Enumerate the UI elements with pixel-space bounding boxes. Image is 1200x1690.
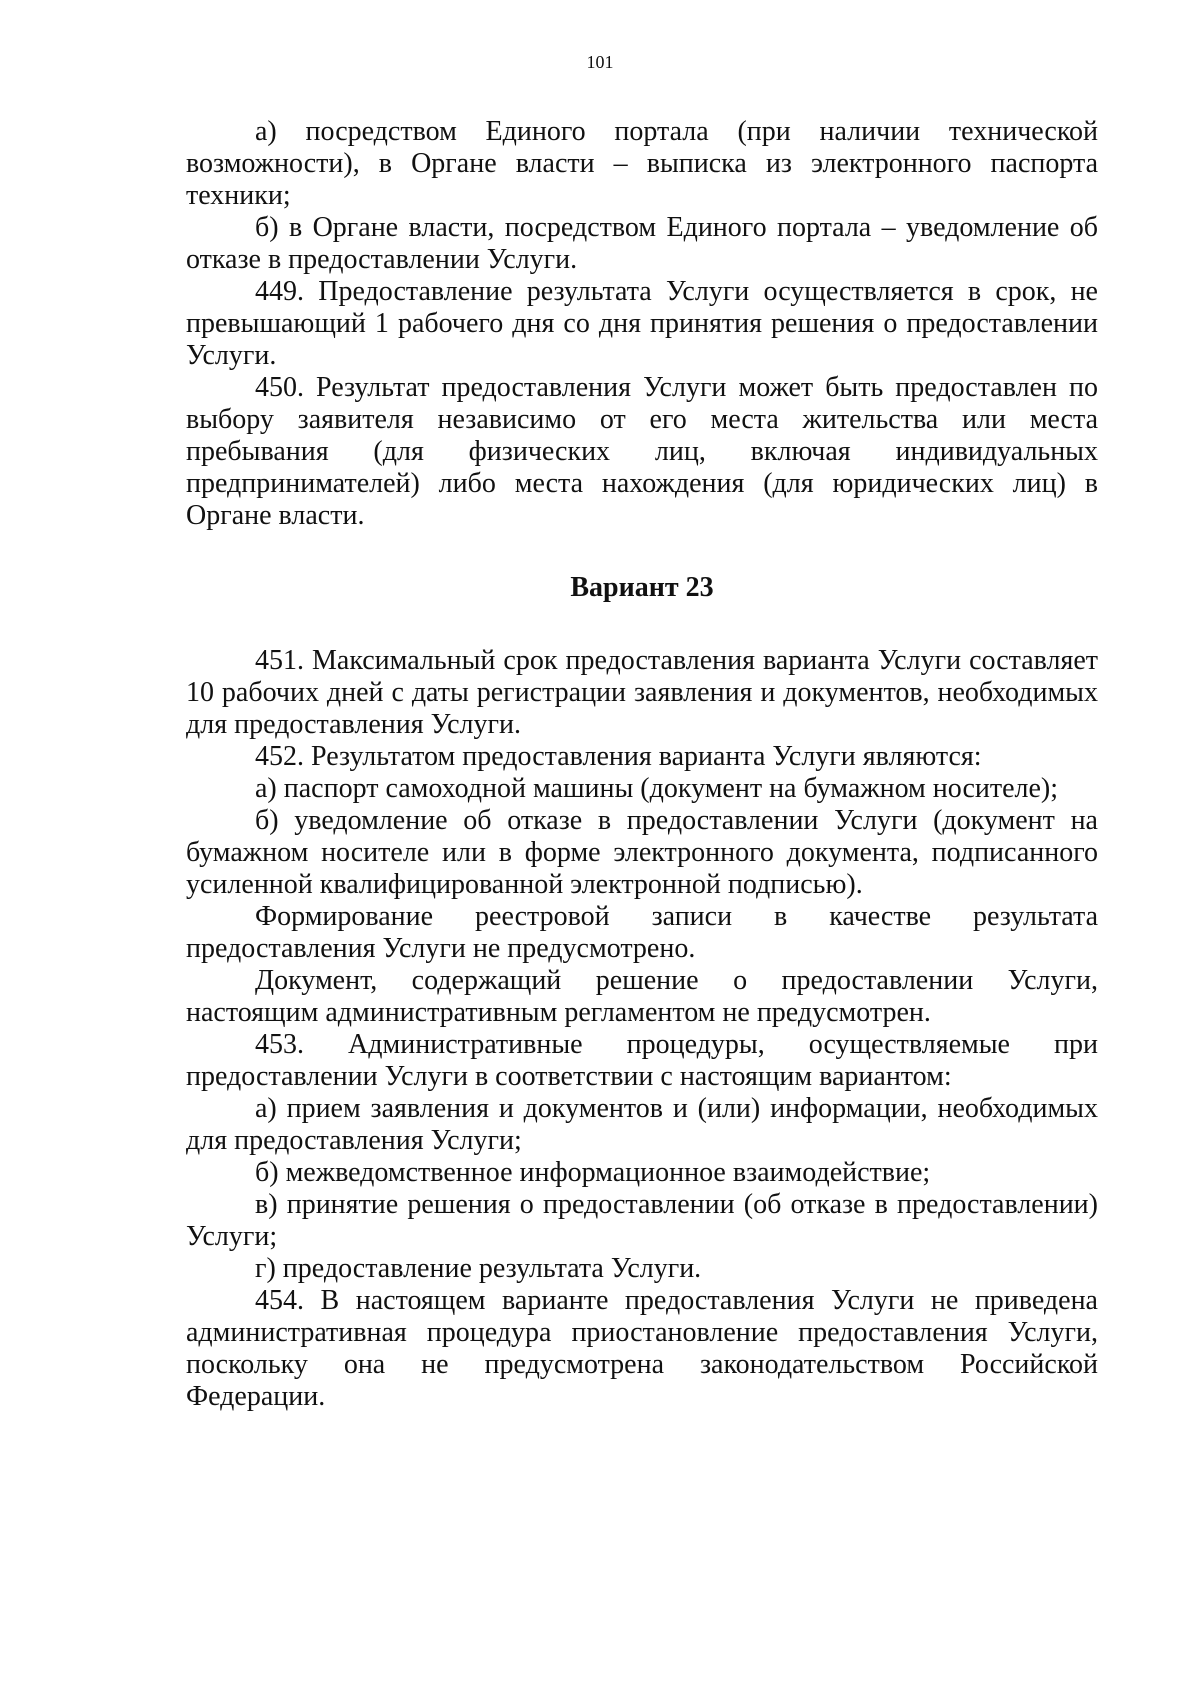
paragraph-a-extract: а) посредством Единого портала (при наличии технической возможности), в Органе власти – выписка из электронного паспорта техники; — [186, 116, 1098, 211]
paragraph-registry-record: Формирование реестровой записи в качестве результата предоставления Услуги не предусмотрено. — [186, 901, 1098, 964]
paragraph-452-b: б) уведомление об отказе в предоставлении Услуги (документ на бумажном носителе или в форме электронного документа, подписанного усиленной квалифицированной электронной подписью). — [186, 805, 1098, 900]
paragraph-453-b: б) межведомственное информационное взаимодействие; — [255, 1157, 931, 1188]
paragraph-decision-document: Документ, содержащий решение о предоставлении Услуги, настоящим административным регламентом не предусмотрен. — [186, 965, 1098, 1028]
paragraph-451: 451. Максимальный срок предоставления варианта Услуги составляет 10 рабочих дней с даты регистрации заявления и документов, необходимых для предоставления Услуги. — [186, 645, 1098, 740]
page-number: 101 — [586, 52, 614, 72]
paragraph-449: 449. Предоставление результата Услуги осуществляется в срок, не превышающий 1 рабочего дня со дня принятия решения о предоставлении Услуги. — [186, 276, 1098, 371]
paragraph-450: 450. Результат предоставления Услуги может быть предоставлен по выбору заявителя независимо от его места жительства или места пребывания (для физических лиц, включая индивидуальных предпринимателей) либо места нахождения (для юридических лиц) в Органе власти. — [186, 372, 1098, 531]
paragraph-b-refusal-notice: б) в Органе власти, посредством Единого портала – уведомление об отказе в предоставлении Услуги. — [186, 212, 1098, 275]
paragraph-453: 453. Административные процедуры, осуществляемые при предоставлении Услуги в соответствии с настоящим вариантом: — [186, 1029, 1098, 1092]
paragraph-452-a: а) паспорт самоходной машины (документ на бумажном носителе); — [255, 773, 1059, 804]
paragraph-453-a: а) прием заявления и документов и (или) информации, необходимых для предоставления Услуги; — [186, 1093, 1098, 1156]
paragraph-452: 452. Результатом предоставления варианта Услуги являются: — [255, 741, 982, 772]
document-body — [186, 116, 1098, 1413]
paragraph-454: 454. В настоящем варианте предоставления Услуги не приведена административная процедура приостановление предоставления Услуги, поскольку она не предусмотрена законодательством Российской Федерации. — [186, 1285, 1098, 1412]
paragraph-453-v: в) принятие решения о предоставлении (об отказе в предоставлении) Услуги; — [186, 1189, 1098, 1252]
section-heading: Вариант 23 — [570, 572, 714, 603]
paragraph-453-g: г) предоставление результата Услуги. — [255, 1253, 702, 1284]
